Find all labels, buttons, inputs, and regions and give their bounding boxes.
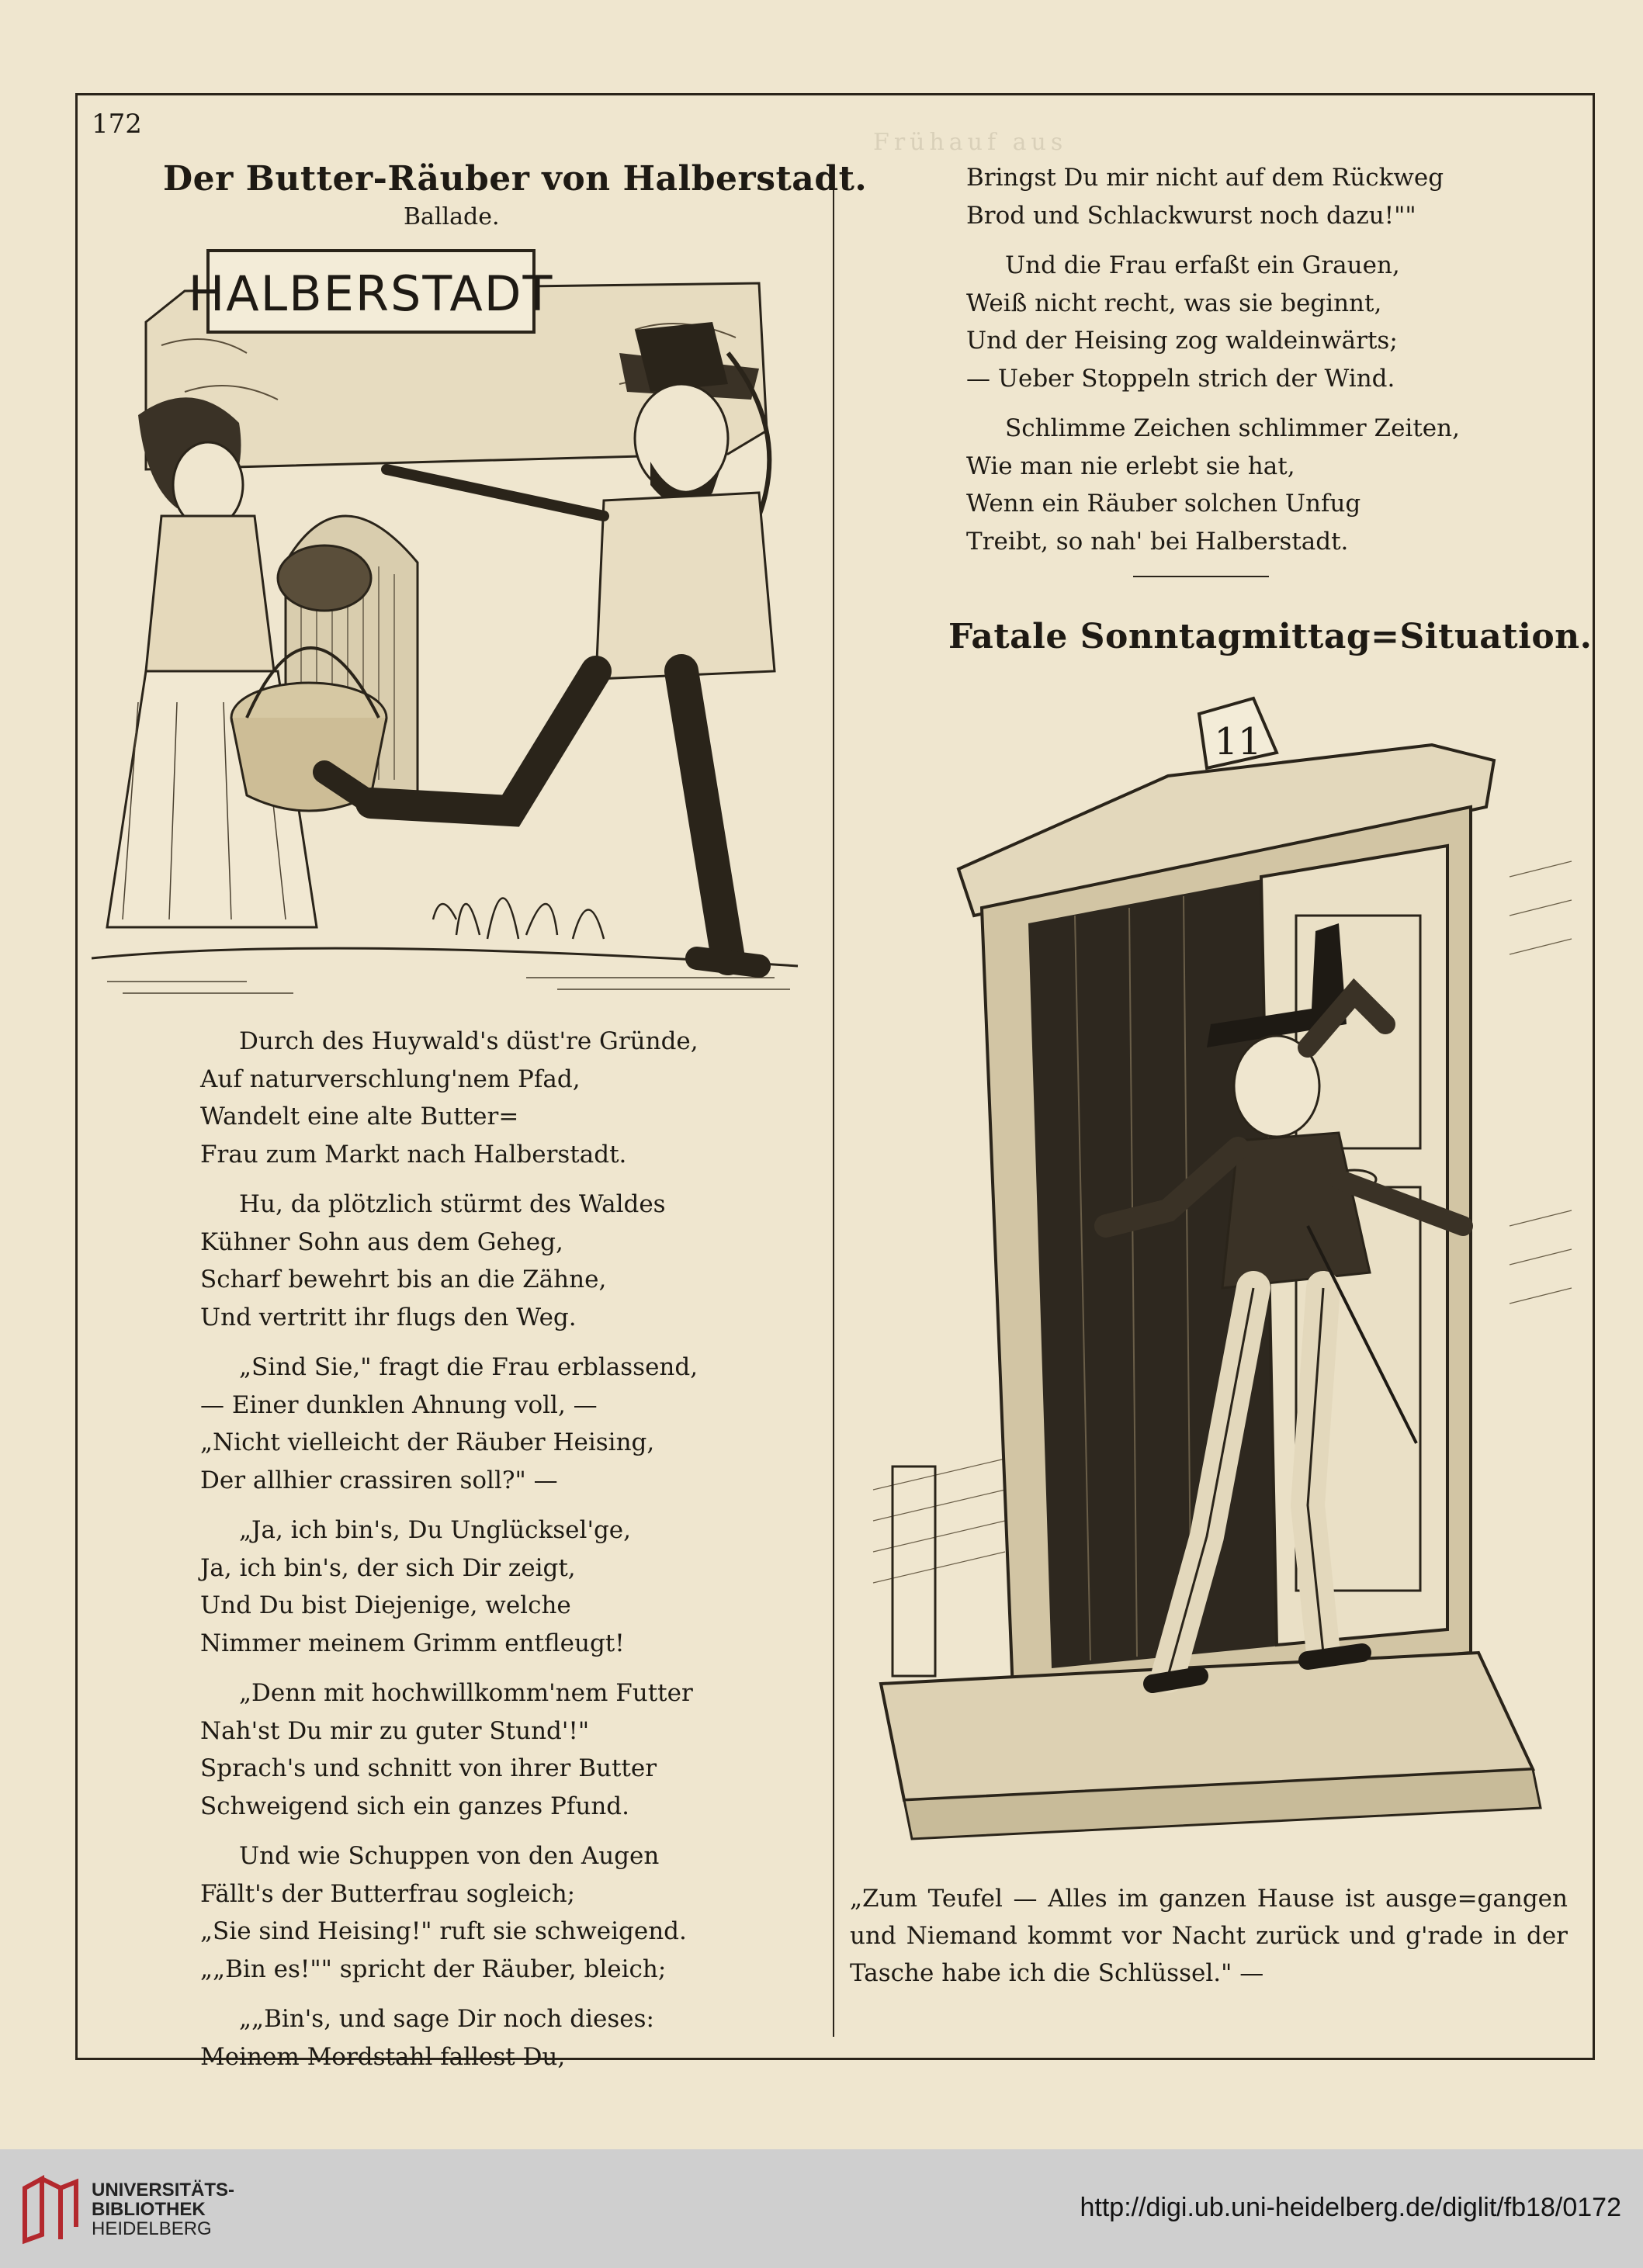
column-divider [833,175,834,2037]
verse-line: Brod und Schlackwurst noch dazu!"" [966,201,1416,230]
verse-line: Bringst Du mir nicht auf dem Rückweg [966,164,1444,192]
verse-line: — Ueber Stoppeln strich der Wind. [966,364,1395,393]
verse-line: „„Bin es!"" spricht der Räuber, bleich; [200,1955,667,1983]
verse-line: Der allhier crassiren soll?" — [200,1466,558,1494]
permalink-url[interactable]: http://digi.ub.uni-heidelberg.de/diglit/fb18/0172 [1080,2193,1621,2222]
stanza [200,1349,698,1499]
section-divider [1133,576,1269,577]
verse-line: Und wie Schuppen von den Augen [239,1842,660,1870]
stanza [200,2000,698,2076]
verse-line: Wandelt eine alte Butter= [200,1103,519,1131]
ballad-verses-left [200,1023,698,2088]
verse-line: Treibt, so nah' bei Halberstadt. [966,527,1349,556]
stanza [200,1511,698,1662]
verse-line: Und vertritt ihr flugs den Weg. [200,1303,577,1331]
illustration-caption: „Zum Teufel — Alles im ganzen Hause ist ausge=gangen und Niemand kommt vor Nacht zurück und g'rade in der Tasche habe ich die Schlüssel." — [850,1885,1568,1987]
stanza [966,247,1460,397]
verse-line: Schweigend sich ein ganzes Pfund. [200,1792,629,1820]
stanza [966,159,1460,234]
verse-line: Hu, da plötzlich stürmt des Waldes [239,1190,666,1218]
locked-out-gentleman-illustration [873,683,1579,1847]
butter-woman-and-robber-illustration [92,237,798,1005]
verse-line: Und Du bist Diejenige, welche [200,1591,571,1619]
stanza [200,1186,698,1336]
verse-line: Frau zum Markt nach Halberstadt. [200,1140,627,1169]
verse-line: Fällt's der Butterfrau sogleich; [200,1879,576,1908]
stanza [200,1837,698,1988]
ballad-subtitle: Ballade. [404,203,500,230]
verse-line: Durch des Huywald's düst're Gründe, [239,1027,698,1055]
ballad-verses-right [966,159,1460,573]
verse-line: Wenn ein Räuber solchen Unfug [966,490,1361,518]
halberstadt-sign: HALBERSTADT [188,265,554,322]
stanza [200,1674,698,1825]
verse-line: „Denn mit hochwillkomm'nem Futter [239,1679,693,1707]
verse-line: — Einer dunklen Ahnung voll, — [200,1390,598,1419]
verse-line: Weiß nicht recht, was sie beginnt, [966,289,1382,317]
footer-bar [0,2149,1643,2268]
door-number: 11 [1214,720,1262,764]
verse-line: Und die Frau erfaßt ein Grauen, [1005,251,1400,279]
verse-line: „Ja, ich bin's, Du Unglücksel'ge, [239,1516,632,1544]
verse-line: Nimmer meinem Grimm entfleugt! [200,1629,625,1657]
verse-line: „„Bin's, und sage Dir noch dieses: [239,2005,654,2033]
library-name [92,2180,234,2239]
verse-line: Auf naturverschlung'nem Pfad, [200,1065,581,1093]
verse-line: Kühner Sohn aus dem Geheg, [200,1227,563,1256]
verse-line: Nah'st Du mir zu guter Stund'!" [200,1716,590,1745]
library-name-line: UNIVERSITÄTS- [92,2180,235,2200]
stanza [966,410,1460,560]
heidelberg-library-logo-icon [19,2173,81,2242]
verse-line: Scharf bewehrt bis an die Zähne, [200,1266,607,1293]
library-name-line: HEIDELBERG [92,2218,212,2239]
verse-line: „Sind Sie," fragt die Frau erblassend, [239,1353,698,1381]
bleed-running-head: Frühauf aus [873,129,1068,156]
ballad-title: Der Butter-Räuber von Halberstadt. [163,159,868,199]
verse-line: „Sie sind Heising!" ruft sie schweigend. [200,1917,687,1945]
verse-line: Sprach's und schnitt von ihrer Butter [200,1754,657,1782]
second-article-title: Fatale Sonntagmittag=Situation. [948,617,1593,656]
verse-line: Wie man nie erlebt sie hat, [966,452,1295,480]
stanza [200,1023,698,1173]
verse-line: Und der Heising zog waldeinwärts; [966,327,1398,355]
verse-line: Ja, ich bin's, der sich Dir zeigt, [200,1553,576,1582]
verse-line: Meinem Mordstahl fallest Du, [200,2042,566,2071]
verse-line: Schlimme Zeichen schlimmer Zeiten, [1005,414,1460,442]
verse-line: „Nicht vielleicht der Räuber Heising, [200,1428,655,1456]
page-number: 172 [92,109,142,140]
library-name-line: BIBLIOTHEK [92,2199,206,2220]
